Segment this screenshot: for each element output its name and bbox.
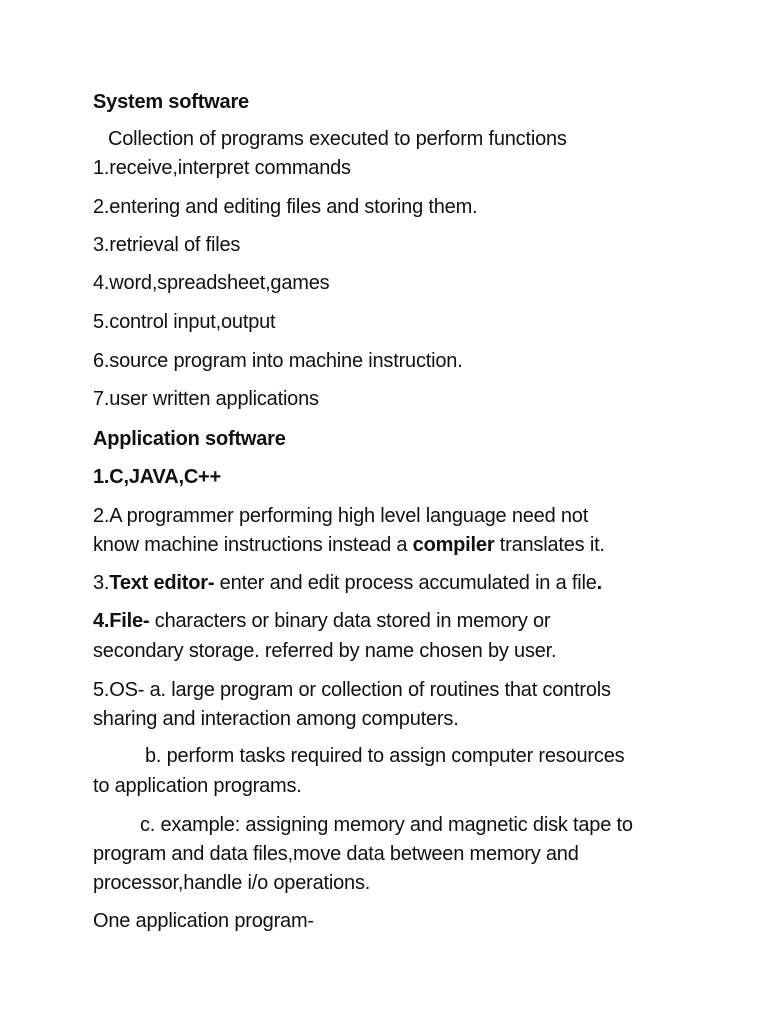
list-item: 6.source program into machine instruction. bbox=[93, 350, 463, 372]
item-5c-line-2: program and data files,move data between memory and bbox=[93, 843, 579, 865]
heading-system-software: System software bbox=[93, 91, 249, 113]
list-item: 3.retrieval of files bbox=[93, 234, 241, 256]
item-5c-line-1: c. example: assigning memory and magnetic disk tape to bbox=[140, 814, 633, 836]
item-2-line-1: 2.A programmer performing high level language need not bbox=[93, 505, 589, 527]
item-5a-line-2: sharing and interaction among computers. bbox=[93, 708, 459, 730]
item-3-text: enter and edit process accumulated in a file bbox=[214, 572, 597, 594]
intro-text: Collection of programs executed to perform functions bbox=[108, 128, 567, 150]
compiler-term: compiler bbox=[412, 534, 495, 556]
languages-item: 1.C,JAVA,C++ bbox=[93, 466, 222, 488]
item-2-text-pre: know machine instructions instead a bbox=[93, 534, 413, 556]
item-5a-line-1: 5.OS- a. large program or collection of routines that controls bbox=[93, 679, 611, 701]
item-2-line-2 bbox=[93, 533, 605, 557]
item-5b-line-1: b. perform tasks required to assign computer resources bbox=[145, 745, 625, 767]
item-5b-line-2: to application programs. bbox=[93, 775, 302, 797]
item-3-period: . bbox=[596, 572, 602, 594]
item-4-line-1 bbox=[93, 609, 550, 633]
list-item: 1.receive,interpret commands bbox=[93, 157, 351, 179]
item-3-number: 3. bbox=[93, 572, 110, 594]
closing-line: One application program- bbox=[93, 910, 314, 932]
item-3 bbox=[93, 571, 602, 595]
list-item: 2.entering and editing files and storing them. bbox=[93, 196, 478, 218]
item-4-text: characters or binary data stored in memory or bbox=[149, 610, 551, 632]
list-item: 5.control input,output bbox=[93, 311, 276, 333]
item-2-text-post: translates it. bbox=[494, 534, 605, 556]
file-term: 4.File- bbox=[93, 610, 150, 632]
item-5c-line-3: processor,handle i/o operations. bbox=[93, 872, 371, 894]
text-editor-term: Text editor- bbox=[109, 572, 215, 594]
list-item: 4.word,spreadsheet,games bbox=[93, 272, 330, 294]
heading-application-software: Application software bbox=[93, 428, 286, 450]
item-4-line-2: secondary storage. referred by name chosen by user. bbox=[93, 640, 557, 662]
list-item: 7.user written applications bbox=[93, 388, 319, 410]
